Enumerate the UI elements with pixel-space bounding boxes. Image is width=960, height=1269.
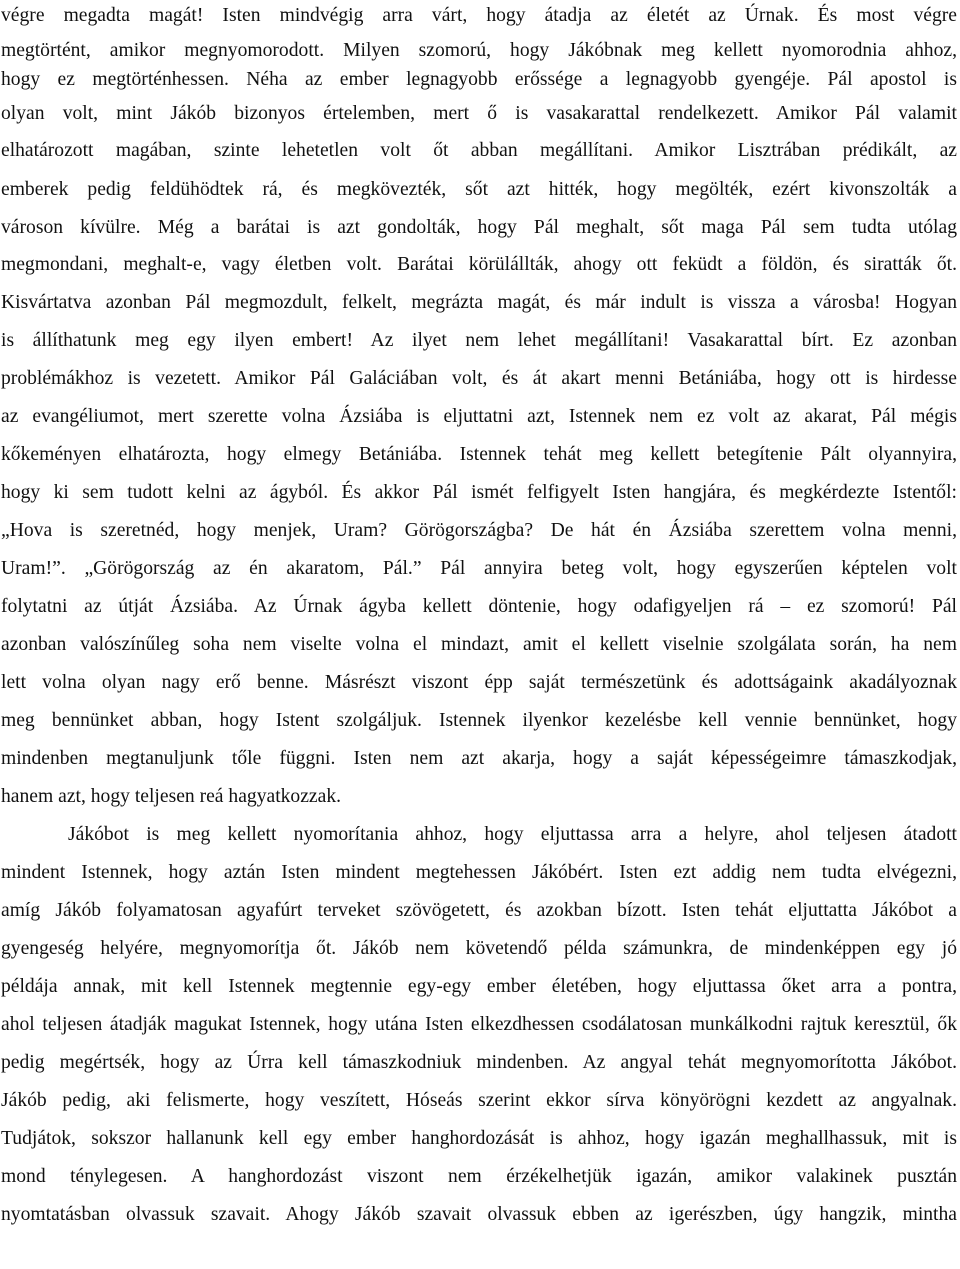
text-line: az evangéliumot, mert szerette volna Ázsiába is eljuttatni azt, Istennek nem ez volt az akarat, Pál mégis (1, 406, 957, 427)
text-line: Jákóbot is meg kellett nyomorítania ahhoz, hogy eljuttassa arra a helyre, ahol teljesen átadott (68, 824, 957, 845)
text-line: elhatározott magában, szinte lehetetlen volt őt abban megállítani. Amikor Lisztrában prédikált, az (1, 140, 957, 161)
text-line: megmondani, meghalt-e, vagy életben volt. Barátai körülállták, ahogy ott feküdt a földön, és siratták őt. (1, 254, 957, 275)
text-line: Uram!”. „Görögország az én akaratom, Pál.” Pál annyira beteg volt, hogy egyszerűen képtelen volt (1, 558, 957, 579)
text-line: mond ténylegesen. A hanghordozást viszont nem érzékelhetjük igazán, amikor valakinek pusztán (1, 1166, 957, 1187)
text-line: folytatni az útját Ázsiába. Az Úrnak ágyba kellett döntenie, hogy odafigyeljen rá – ez szomorú! Pál (1, 596, 957, 617)
text-line: hogy ez megtörténhessen. Néha az ember legnagyobb erőssége a legnagyobb gyengéje. Pál apostol is (1, 69, 957, 90)
text-line: Kisvártatva azonban Pál megmozdult, felkelt, megrázta magát, és már indult is vissza a városba! Hogyan (1, 292, 957, 313)
text-line: problémákhoz is vezetett. Amikor Pál Galáciában volt, és át akart menni Betániába, hogy ott is hirdesse (1, 368, 957, 389)
text-line: „Hova is szeretnéd, hogy menjek, Uram? Görögországba? De hát én Ázsiába szerettem volna menni, (1, 520, 957, 541)
text-line: azonban valószínűleg soha nem viselte volna el mindazt, amit el kellett viselnie szolgálata során, ha nem (1, 634, 957, 655)
text-line: emberek pedig feldühödtek rá, és megkövezték, sőt azt hitték, hogy megölték, ezért kivonszolták a (1, 179, 957, 200)
text-line: gyengeség helyére, megnyomorítja őt. Jákób nem követendő példa számunkra, de mindenképpen egy jó (1, 938, 957, 959)
text-line: lett volna olyan nagy erő benne. Másrészt viszont épp saját természetünk és adottságaink akadályoznak (1, 672, 957, 693)
text-line: olyan volt, mint Jákób bizonyos értelemben, mert ő is vasakarattal rendelkezett. Amikor Pál valamit (1, 103, 957, 124)
text-line: példája annak, mit kell Istennek megtennie egy-egy ember életében, hogy eljuttassa őket arra a pontra, (1, 976, 957, 997)
text-line: ahol teljesen átadják magukat Istennek, hogy utána Isten elkezdhessen csodálatosan munkálkodni rajtuk keresztül, ők (1, 1014, 957, 1035)
text-line: amíg Jákób folyamatosan agyafúrt terveket szövögetett, és azokban bízott. Isten tehát eljuttatta Jákóbot a (1, 900, 957, 921)
text-line: kőkeményen elhatározta, hogy elmegy Betániába. Istennek tehát meg kellett betegítenie Pált olyannyira, (1, 444, 957, 465)
text-line: is állíthatunk meg egy ilyen embert! Az ilyet nem lehet megállítani! Vasakarattal bírt. Ez azonban (1, 330, 957, 351)
text-line: Jákób pedig, aki felismerte, hogy veszített, Hóseás szerint ekkor sírva könyörögni kezdett az angyalnak. (1, 1090, 957, 1111)
text-line: meg bennünket abban, hogy Istent szolgáljuk. Istennek ilyenkor kezelésbe kell vennie bennünket, hogy (1, 710, 957, 731)
text-line: hogy ki sem tudott kelni az ágyból. És akkor Pál ismét felfigyelt Isten hangjára, és megkérdezte Istentől: (1, 482, 957, 503)
text-line: városon kívülre. Még a barátai is azt gondolták, hogy Pál meghalt, sőt maga Pál sem tudta utólag (1, 217, 957, 238)
text-line: mindent Istennek, hogy aztán Isten mindent megtehessen Jákóbért. Isten ezt addig nem tudta elvégezni, (1, 862, 957, 883)
text-line: nyomtatásban olvassuk szavait. Ahogy Jákób szavait olvassuk ebben az igerészben, úgy hangzik, mintha (1, 1204, 957, 1225)
text-line: megtörtént, amikor megnyomorodott. Milyen szomorú, hogy Jákóbnak meg kellett nyomorodnia ahhoz, (1, 40, 957, 61)
text-line: végre megadta magát! Isten mindvégig arra várt, hogy átadja az életét az Úrnak. És most végre (1, 5, 957, 26)
text-line: mindenben megtanuljunk tőle függni. Isten nem azt akarja, hogy a saját képességeimre támaszkodjak, (1, 748, 957, 769)
text-line: Tudjátok, sokszor hallanunk kell egy ember hanghordozását is ahhoz, hogy igazán meghallhassuk, mit is (1, 1128, 957, 1149)
text-line: hanem azt, hogy teljesen reá hagyatkozzak. (1, 786, 342, 807)
text-line: pedig megértsék, hogy az Úrra kell támaszkodniuk mindenben. Az angyal tehát megnyomorította Jákóbot. (1, 1052, 957, 1073)
